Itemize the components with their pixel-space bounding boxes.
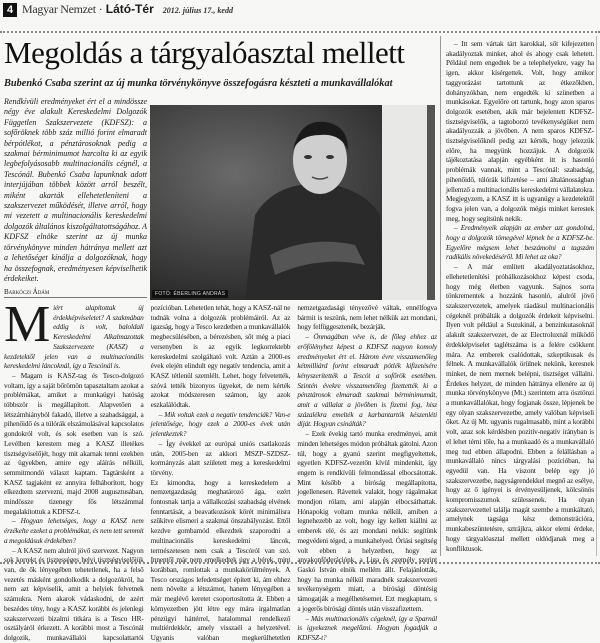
- answer: – A KASZ nem alulról jövő szervezet. Nagyon sok korrekt és tisztességes helyi tisztségviselőjük van, de ők lényegében tehetetlenek, ha a felső vezetés másként gondolkodik a dolgozókról, ha nem azt képviselik, amit a helyiek felvetnek számukra. Nem akarok vádaskodni, de azért beszédes tény, hogy a KASZ korábbi és jelenlegi szakszervezeti bizalmi titkára is a Tesco HR-osztályáról érkezett. A korábbi most a Tescónál dolgozik, munkavállalói kapcsolattartói pozícióban. Lehetetlen tehát, hogy a KASZ-nál ne tudnák volna a dolgozók problémáiról. Az az igazság, hogy a Tesco kezdetben a munkavállalók megbecsülésében, a bérezésben, sőt még a piaci versenyben is az egyik legkorrektebb kereskedelmi szolgáltató volt. Aztán a 2000-es évek elején elindult egy negatív tendencia, amit a KASZ tétlenül szemlélt. Lehet, hogy felvetették, szóvá tették bizonyos ügyeket, de nem kérték azokat módszeresen számon, így azok eszkalálódtak.: [4, 303, 291, 642]
- column-divider: [440, 36, 441, 556]
- drop-cap: M: [4, 296, 51, 353]
- lead-block: [4, 97, 147, 298]
- masthead: [22, 2, 233, 17]
- answer-continued: Ez kimondta, hogy a kereskedelem a nemzetgazdaság meghatározó ága, ezért fontosnak tartja a vállalkozási szabadság elvének fenntartását, a beavatkozások körét minimálisra szűkítve elismeri a szakmai önszabályozást. Ettől kezdve gombamód elkezdtek szaporodni a multinacionális kereskedelmi láncok, természetesen nem csak a Tescóról van szó. Innentől már nem emelkedtek úgy a bérek, mint korábban, romlottak a munkakörülmények. A Tesco országos lefedettséget épített ki, ám ehhez nem növelte a létszámot, hanem lényegében a már meglévő keretet csoportosította át. Ebben a környezetben jött létre egy mára irgalmatlan pénzügyi háttérrel, hatalommal rendelkező multiérdekkör, amely visszaél a helyzetével. Ugyanis valóban megkerülhetetlen nemzetgazdasági tényezővé váltak, ennélfogva bármit is teszünk, nem lehet nélkük azt mondani, hogy felfüggesztenék, bezárják.: [150, 303, 437, 642]
- question: – Hogyan lehetséges, hogy a KASZ nem érzékelte ezeket a problémákat, és nem tett semmit a megoldásuk érdekében?: [4, 516, 144, 545]
- portrait-photo: [150, 105, 435, 300]
- subtitle: Bubenkó Csaba szerint az új munka törvénykönyve összefogásra készteti a munkavállalókat: [4, 78, 393, 89]
- page-number: 4: [3, 3, 17, 17]
- newspaper-name: Magyar Nemzet: [22, 2, 96, 16]
- footer-divider: [0, 562, 600, 564]
- answer: – Ezek évekig tartó munka eredményei, amit minden lehetséges módon próbáltak gátolni. Azon túl, hogy a gyanú szerint megfigyeltettek, egyetlen KDFSZ-vezetőn kívül mindenkit, így engem is rendkívüli felmondással elbocsátottak. Mint később a bíróság megállapította, jogellenesen. Rávettek valakit, hogy rágalmakat mondjon rólam, ami alapján elbocsáthattak. Hónapokig voltam munka nélkül, amiben a legnehezebb az volt, hogy így kellett kiállni az emberek elé, és azt mondani nekik: segítünk megvédeni téged, a munkahelyed. Óriási segítség volt ebben a helyzetben, hogy az anyakonföderációnk, a Liga és személy szerint Gaskó István elnök mellém állt. Felajánlották, hogy ha munka nélkül maradnék szakszervezeti tevékenységem miatt, a bírósági döntésig támogatják a megélhetésemet. Ezt megkaptam, s a jogerős bírósági döntés után visszafizettem.: [297, 429, 437, 613]
- masthead-separator: ·: [98, 2, 103, 16]
- lead-paragraph: Rendkívüli eredményeket ért el a mindössze négy éve alakult Kereskedelmi Dolgozók Független Szakszervezete (KDFSZ): a sofőröknek több száz millió forint elmaradt bérpótlékot, a pénztárosoknak pedig a szakmai bérminimumot harcolta ki az egyik legbefolyásosabb multinacionális cégnél, a Tescónál. Bubenkó Csaba lapunknak adott interjújában többek között arról beszélt, miként akarták ellehetetleníteni a szakszervezet működését, illetve arról, hogy mi vezetett a multinacionális kereskedelmi dolgozók általános kiszolgáltatottságához. A KDFSZ elnöke szerint az új munka törvénykönyve minden hátránya mellett azt a lehetőséget kínálja a dolgozóknak, hogy ha összefognak, eredményesen képviselhetik érdekeiket.: [4, 97, 147, 283]
- article-column-4: [446, 39, 594, 553]
- question: – Más multinacionális cégeknél, így a Sparnál is igyekeznek megelőzni. Hogyan fogadják a KDFSZ-t?: [297, 613, 437, 642]
- answer: – Magam is KASZ-tag és Tesco-dolgozó voltam, így a saját bőrömön tapasztaltam azokat a problémákat, amiket a munkaügyi hatóság többször is megállapított. Alapvetően a létszámhiányból fakadó, illetve a szabadsággal, a pihenőidő és a túlórák elszámolásával kapcsolatos gondokról volt, és sok esetben van is szó. Levélben kerestem meg a KASZ illetékes tisztségviselőjét, hogy mit akarnak tenni ezekben az ügyekben, amire egy aláírás nélküli, semmitmondó választ kaptam. Tagtársként a KASZ tagjaként ez annyira felháborított, hogy elkezdtem szervezni, majd 2008 augusztusában, mindössze tizenegy fős létszámmal megalakítottuk a KDFSZ-t.: [4, 370, 144, 516]
- question: iért alapítottak új érdekképviseletet? A szakmában eddig is volt, baloldali Kereskedelmi Alkalmazottak Szakszervezete (KASZ) a kezdetektől jelen van a multinacionális kereskedelmi láncoknál, így a Tescónál is.: [4, 303, 144, 371]
- question: – Önmagában véve is, de főleg ehhez az erőfölényhez képest a KDFSZ nagyon komoly eredményeket ért el. Három évre visszamenőleg kétmilliárd forint elmaradt pótlék kifizetésére kényszerítették a Tescót a sofőrök esetében. Szintén évekre visszamenőleg fizettették ki a pénztárosok elmaradt szakmai bérminimumát, amit a vállalat a jövőben is fizetni fog, hisz százalékra emelték a karbantartók készenléti díját. Hogyan csinálták?: [297, 332, 437, 429]
- answer: – A már említett akadályoztatásokhoz, ellehetetlenítési próbálkozásokhoz képest csoda, hogy még életben vagyunk. Sajnos sorra tönkrementek a hozzánk hasonló, alulról jövő szakszervezetek, amelyek ráadásul multinacionális cégeknél próbálták a dolgozók érdekeit képviselni. Ilyen volt például a Suzukinál, a benzinkutasoknál alakult szakszervezet, de az Electroluxnál működő érdekképviselet taglétszáma is a felére csökkent mára. Az emberek csalódottak, szkeptikusak és félnek. A munkavállalók örülnek nekünk, keresnek minket, de nem mernek belépni, tisztséget vállalni. Érdekes helyzet, de minden hátránya ellenére az új munka törvénykönyve (Mt.) szerintem arra ösztönzi a munkavállalókat, hogy fogjanak össze, lépjenek be egy olyan szakszervezetbe, amely valóban képviseli őket. Az új Mt. ugyanis rugalmasabb, mint a korábbi volt, azaz sok kérdésben pozitív-negatív irányban is el lehet térni tőle, ha a munkaadó és a munkavállaló meg tud ebben állapodni. Ebben a felállásban a munkavállaló nincs tárgyalási pozícióban, ha egyedül van. Ha viszont belép egy jó szakszervezetbe, nagyságrendekkel megnő az esélye, hogy az ő igényei is érvényesüljenek, kölcsönös kompromisszumok szülessenek. Ha olyan szakszervezettel találja magát szembe a munkáltató, amelynek tagsága kész demonstrációra, munkabeszüntetésre, sztrájkra, akkor elemi érdeke, hogy tárgyalóasztal mellett oldódjanak meg a konfliktusok.: [446, 262, 594, 553]
- photo-image: [150, 105, 435, 300]
- byline: Barkóczi Ádám: [4, 288, 147, 298]
- headline: Megoldás a tárgyalóasztal mellett: [4, 35, 405, 70]
- page-edge-rule: [596, 36, 597, 556]
- article-body-columns-1-3: [4, 296, 437, 643]
- question: – Mik voltak ezek a negatív tendenciák? Van-e jelentősége, hogy ezek a 2000-es évek után jelentkeztek?: [150, 409, 291, 439]
- question: – Eredményeik alapján az ember azt gondolná, hogy a dolgozók tömegével lépnek be a KDFSZ-be. Egyelőre mégsem lehet beszámolni a tagszám radikális növekedéséről. Mi lehet az oka?: [446, 223, 594, 262]
- issue-date: 2012. július 17., kedd: [162, 6, 233, 15]
- answer: – Így évekkel az európai uniós csatlakozás után, 2005-ben az akkori MSZP–SZDSZ-kormányzás alatt született meg a kereskedelmi törvény.: [150, 438, 291, 477]
- photo-credit: FOTÓ: ÉBERLING ANDRÁS: [152, 290, 228, 298]
- section-name: Látó-Tér: [105, 2, 154, 16]
- answer: – Itt sem vártak tárt karokkal, sőt kifejezetten akadályoztak minket, ahol és ahogy csak lehetett. Például nem engedtek be a telephelyekre, vagy ha igen, akkor kísérgettek. Volt, hogy amikor taggyorázást tartottunk az étkezőkben, dohányzókban, nem engedték ki szünetben a munkásokat. Egyelőre ott tartunk, hogy azon sparos dolgozók esetében, akik már bejelentett KDFSZ-tisztségviselők, a tagtoborzó tevékenységüket nem akadályozzák a jövőben. A nem sparos KDFSZ-tisztségviselőknél pedig azt kérték, hogy jelezzük előre, ha megyünk hozzájuk. A dolgozók tájékoztatása alapján egyébként itt is hasonló problémák vannak, mint a Tescónál: szabadság, pihenőidő, túlórák kifizetése – ami általánosságban jellemző a multinacionális kereskedelmi vállalatokra. Megjegyzem, a KASZ itt is ugyanúgy a kezdetektől fogva jelen van, a dolgozók mégis minket kerestek meg, hogy segítsünk nekik.: [446, 39, 594, 223]
